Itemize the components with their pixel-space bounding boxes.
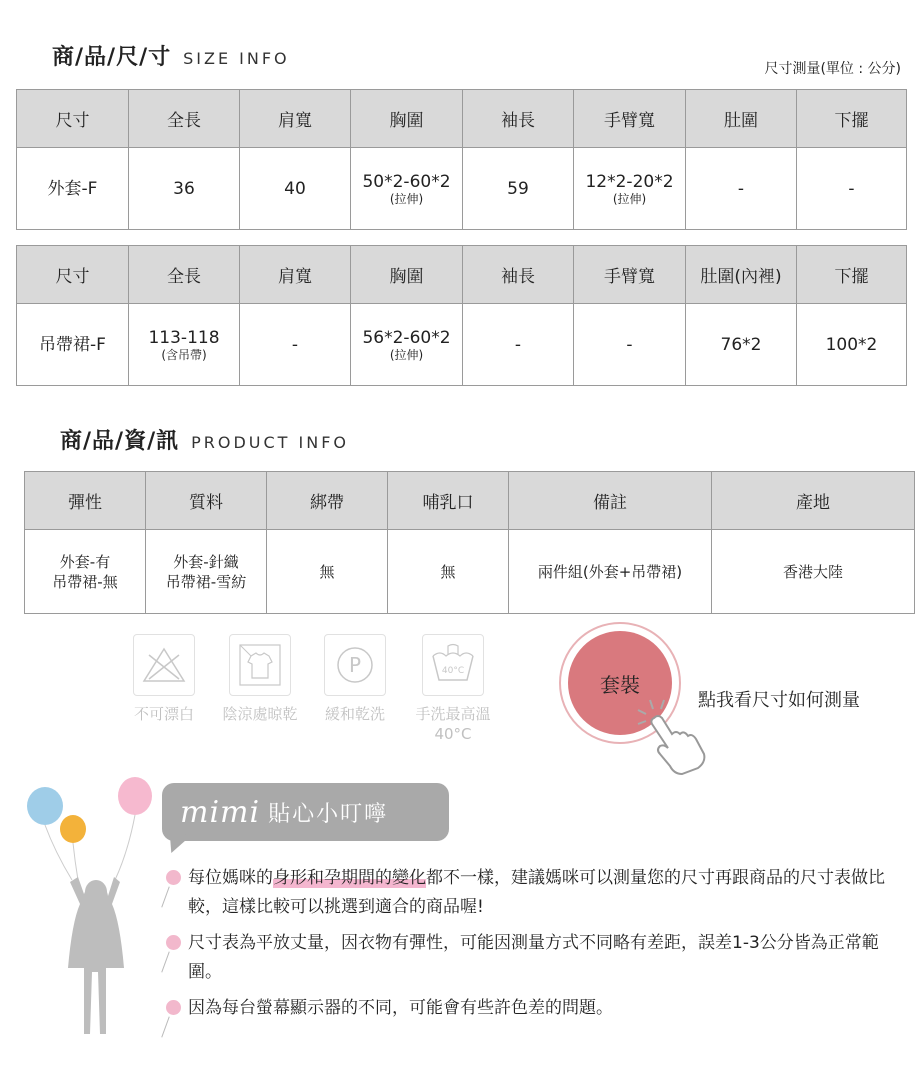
column-header: 肩寬 [240,246,351,304]
tip-1-post: 都不一樣，建議媽咪可以測量您的尺寸再跟商品的尺寸表做比較，這樣比較可以挑選到適合的商品喔! [188,868,885,917]
info-data-row [25,530,915,614]
table-cell [351,148,463,230]
care-shade-dry [220,634,300,724]
size-info-title-zh: 商/品/尺/寸 [52,45,172,70]
tips-title: 貼心小叮嚀 [268,801,389,827]
table-cell [17,148,129,230]
table-cell [146,530,267,614]
jacket-header-row [17,90,907,148]
tip-3 [166,994,896,1023]
bullet-dot [166,935,181,950]
cell-value: 113-118 [148,327,220,348]
table-cell [129,148,240,230]
cell-line: 無 [440,562,456,581]
cell-note: (拉伸) [389,191,424,206]
table-cell [351,304,463,386]
column-header: 手臂寬 [574,246,686,304]
measure-guide-link[interactable]: 點我看尺寸如何測量 [698,690,860,711]
column-header: 彈性 [25,472,146,530]
no-bleach-icon [133,634,195,696]
table-cell [712,530,915,614]
unit-note: 尺寸測量(單位 : 公分) [764,61,901,77]
size-info-heading [52,40,290,71]
column-header: 全長 [129,246,240,304]
column-header: 產地 [712,472,915,530]
cell-value: - [514,334,522,355]
mimi-brand: mimi [180,794,261,830]
balloons-girl-illustration [20,772,170,1051]
tip-1-highlight: 身形和孕期間的變化 [273,868,426,888]
column-header: 全長 [129,90,240,148]
column-header: 肩寬 [240,90,351,148]
product-info-title-en: PRODUCT INFO [191,433,350,452]
tip-2-text: 尺寸表為平放丈量，因衣物有彈性，可能因測量方式不同略有差距，誤差1-3公分皆為正常範圍。 [188,933,879,982]
table-cell [463,304,574,386]
hand-wash-tub-icon [422,634,484,696]
table-cell [17,304,129,386]
care-hand-wash [413,634,493,744]
info-header-row [25,472,915,530]
column-header: 綁帶 [267,472,388,530]
cell-value: - [737,178,745,199]
jacket-size-table [16,89,907,230]
cell-value: 100*2 [825,334,878,355]
cell-value: 外套-F [47,178,98,199]
no-bleach-label: 不可漂白 [133,705,194,723]
cell-line: 香港大陸 [782,562,843,581]
jacket-data-row [17,148,907,230]
gentle-dry-label: 緩和乾洗 [324,705,385,723]
size-info-title-en: SIZE INFO [183,49,290,68]
column-header: 哺乳口 [388,472,509,530]
dry-clean-p-icon [324,634,386,696]
dress-header-row [17,246,907,304]
svg-text:40°C: 40°C [441,666,465,676]
set-badge-label: 套裝 [600,672,640,697]
product-info-title-zh: 商/品/資/訊 [60,429,180,454]
column-header: 肚圍 [686,90,797,148]
table-cell [797,304,907,386]
column-header: 下擺 [797,246,907,304]
table-cell [463,148,574,230]
cell-value: 36 [173,178,195,199]
cell-line: 無 [319,562,335,581]
column-header: 尺寸 [17,246,129,304]
column-header: 手臂寬 [574,90,686,148]
cell-line: 外套-針織 [173,552,239,571]
tip-3-text: 因為每台螢幕顯示器的不同，可能會有些許色差的問題。 [188,998,613,1018]
table-cell [240,148,351,230]
table-cell [574,304,686,386]
cell-value: - [291,334,299,355]
orange-balloon [60,815,86,843]
dress-data-row [17,304,907,386]
table-cell [509,530,712,614]
table-cell [267,530,388,614]
table-cell [797,148,907,230]
table-cell [129,304,240,386]
cell-value: 59 [507,178,529,199]
cell-value: 50*2-60*2 [362,171,451,192]
cell-line: 外套-有 [59,552,111,571]
table-cell [240,304,351,386]
cell-value: 12*2-20*2 [585,171,674,192]
cell-line: 吊帶裙-無 [52,572,118,591]
table-cell [388,530,509,614]
table-cell [686,148,797,230]
cell-note: (拉伸) [389,347,424,362]
table-cell [686,304,797,386]
product-info-heading [60,424,349,455]
shade-dry-label: 陰涼處晾乾 [222,705,298,723]
column-header: 袖長 [463,90,574,148]
cell-value: 76*2 [720,334,762,355]
column-header: 肚圍(內裡) [686,246,797,304]
care-no-bleach [124,634,204,724]
tip-1 [166,864,896,922]
dress-size-table [16,245,907,386]
product-info-table [24,471,915,614]
cell-value: - [848,178,855,199]
tip-2 [166,929,896,987]
column-header: 下擺 [797,90,907,148]
cell-note: (拉伸) [612,191,647,206]
hand-wash-label: 手洗最高溫 40°C [415,705,491,743]
bullet-dot [166,1000,181,1015]
girl-silhouette [68,877,124,1034]
column-header: 胸圍 [351,90,463,148]
column-header: 尺寸 [17,90,129,148]
table-cell [25,530,146,614]
pink-balloon [118,777,152,815]
blue-balloon [27,787,63,825]
table-cell [574,148,686,230]
cell-value: - [626,334,633,355]
bullet-dot [166,870,181,885]
cell-value: 40 [284,178,306,199]
tip-1-pre: 每位媽咪的 [188,868,273,888]
cell-value: 56*2-60*2 [362,327,451,348]
column-header: 備註 [509,472,712,530]
column-header: 質料 [146,472,267,530]
shirt-hanger-icon [229,634,291,696]
cell-line: 吊帶裙-雪紡 [165,572,247,591]
cell-line: 兩件組(外套+吊帶裙) [537,562,683,581]
care-gentle-dry-clean [315,634,395,724]
svg-text:P: P [348,653,362,677]
mimi-tips-bubble [162,783,449,841]
column-header: 胸圍 [351,246,463,304]
cell-note: (含吊帶) [161,347,207,362]
cell-value: 吊帶裙-F [39,334,106,355]
column-header: 袖長 [463,246,574,304]
